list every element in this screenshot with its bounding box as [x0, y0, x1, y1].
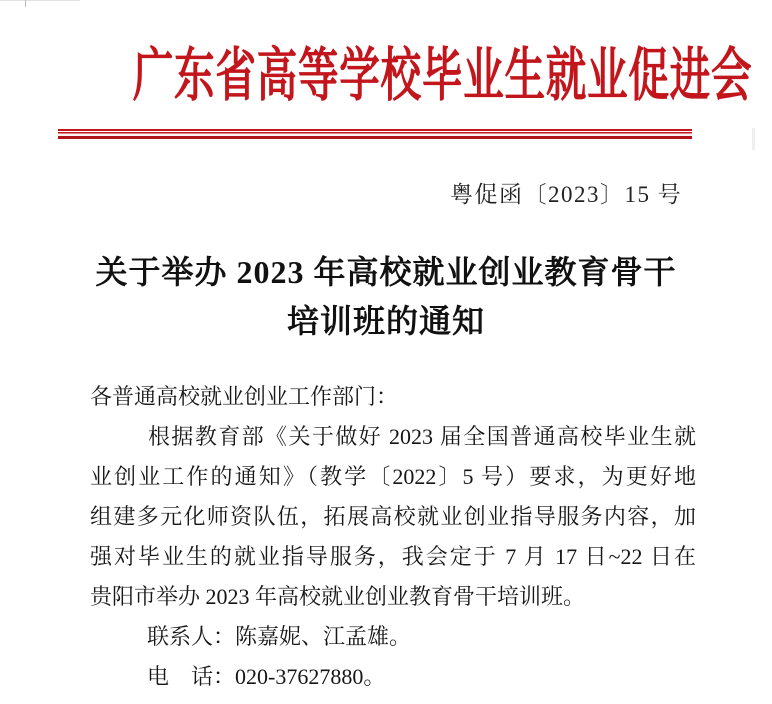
paragraph-line-3: 组建多元化师资队伍，拓展高校就业创业指导服务内容，加	[90, 504, 696, 529]
letterhead	[0, 28, 772, 112]
notice-title-line2: 培训班的通知	[286, 303, 485, 339]
notice-title	[0, 248, 772, 346]
salutation-line: 各普通高校就业创业工作部门：	[90, 384, 399, 409]
scan-artifact-top-tick	[25, 0, 26, 7]
paragraph-line-4: 强对毕业生的就业指导服务，我会定于 7 月 17 日~22 日在	[90, 544, 696, 569]
letterhead-org-name: 广东省高等学校毕业生就业促进会	[132, 43, 753, 108]
scan-artifact-top-line	[0, 0, 80, 1]
contact-person-line: 联系人：陈嘉妮、江孟雄。	[147, 624, 412, 649]
document-body	[90, 377, 696, 697]
paragraph-line-5: 贵阳市举办 2023 年高校就业创业教育骨干培训班。	[90, 584, 586, 609]
paragraph-line-2: 业创业工作的通知》（教学〔2022〕5 号）要求，为更好地	[90, 464, 696, 489]
notice-title-line1: 关于举办 2023 年高校就业创业教育骨干	[95, 254, 677, 290]
document-number: 粤促函〔2023〕15 号	[450, 182, 683, 207]
red-divider-rule	[58, 129, 692, 139]
paragraph-line-1: 根据教育部《关于做好 2023 届全国普通高校毕业生就	[148, 424, 696, 449]
scan-artifact-right-smudge	[752, 128, 755, 150]
contact-phone-line: 电 话：020-37627880。	[147, 664, 386, 689]
